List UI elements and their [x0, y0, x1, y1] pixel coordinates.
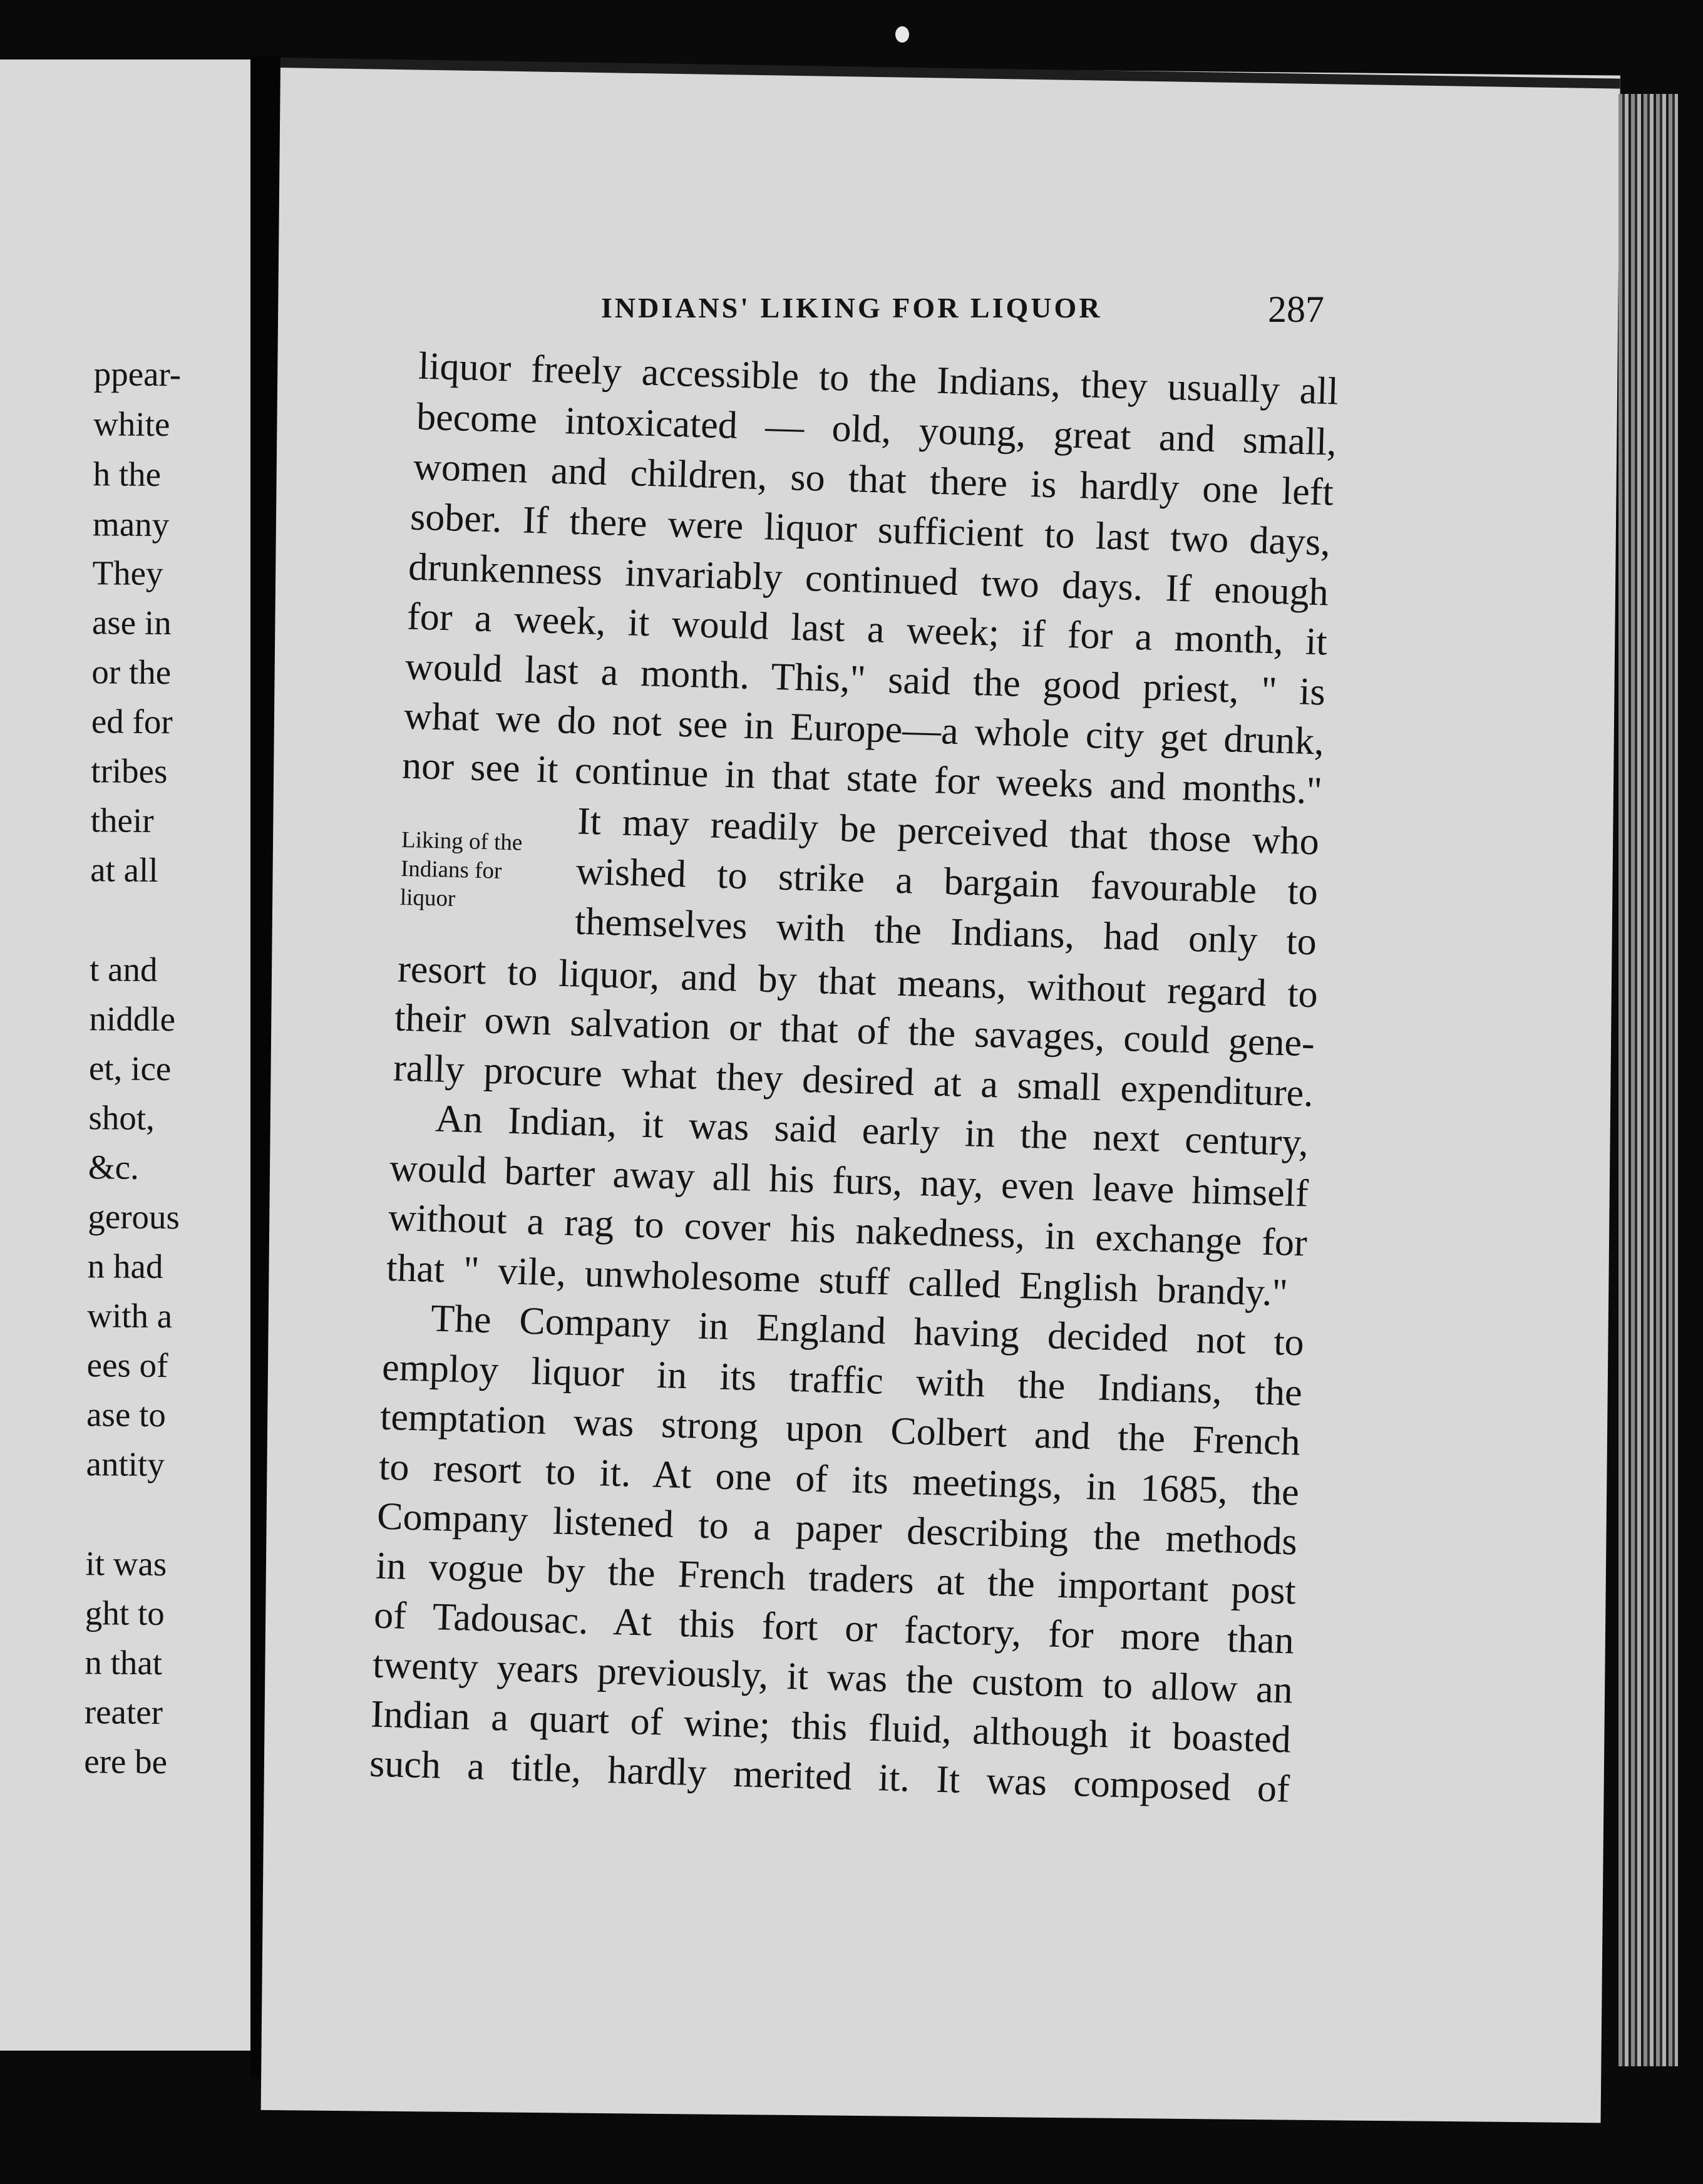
- left-line: &c.: [88, 1148, 140, 1187]
- text-line: their own salvation or that of the savages, could gene-: [394, 996, 1315, 1065]
- text-line: Indian a quart of wine; this fluid, although it boasted: [370, 1692, 1292, 1761]
- text-line: An Indian, it was said early in the next century,: [435, 1097, 1309, 1165]
- left-line: h the: [93, 455, 162, 494]
- text-line: employ liquor in its traffic with the Indians, the: [381, 1346, 1303, 1414]
- left-line: ght to: [85, 1594, 165, 1633]
- left-line: ees of: [86, 1346, 168, 1385]
- text-line: twenty years previously, it was the custom to allow an: [372, 1643, 1294, 1712]
- left-line: white: [93, 404, 170, 444]
- left-line: shot,: [88, 1098, 155, 1137]
- text-line: sober. If there were liquor sufficient to last two days,: [409, 495, 1331, 564]
- text-line: become intoxicated — old, young, great and small,: [416, 395, 1337, 464]
- text-line: in vogue by the French traders at the important post: [375, 1544, 1297, 1613]
- left-line: at all: [90, 850, 158, 889]
- left-line: niddle: [89, 999, 176, 1039]
- page-number: 287: [1268, 289, 1324, 330]
- text-line: that " vile, unwholesome stuff called English brandy.": [386, 1246, 1289, 1315]
- running-head: INDIANS' LIKING FOR LIQUOR: [601, 292, 1103, 324]
- text-line: to resort to it. At one of its meetings, in 1685, the: [378, 1445, 1300, 1514]
- left-line: reater: [84, 1692, 163, 1732]
- left-line: gerous: [88, 1197, 180, 1237]
- text-line: would barter away all his furs, nay, even leave himself: [389, 1146, 1309, 1215]
- text-line: temptation was strong upon Colbert and the French: [379, 1395, 1301, 1464]
- text-line: would last a month. This," said the good priest, " is: [404, 645, 1326, 714]
- margin-note-line: liquor: [399, 884, 456, 912]
- left-line: ed for: [91, 702, 173, 741]
- left-line: t and: [89, 950, 158, 989]
- left-line: ase to: [86, 1395, 167, 1435]
- text-line: without a rag to cover his nakedness, in exchange for: [388, 1196, 1308, 1265]
- text-line: It may readily be perceived that those who: [577, 800, 1320, 863]
- text-line: themselves with the Indians, had only to: [574, 900, 1317, 964]
- left-line: They: [92, 554, 163, 593]
- margin-note-line: Liking of the: [401, 827, 523, 856]
- text-line: nor see it continue in that state for weeks and months.": [401, 744, 1323, 813]
- left-line: with a: [87, 1296, 173, 1336]
- left-line: ase in: [91, 603, 172, 642]
- text-line: such a title, hardly merited it. It was composed of: [369, 1742, 1290, 1811]
- text-line: of Tadousac. At this fort or factory, for more than: [373, 1594, 1295, 1662]
- margin-note: [399, 826, 564, 916]
- left-line: it was: [85, 1544, 167, 1584]
- left-line: ere be: [84, 1742, 168, 1781]
- text-line: drunkenness invariably continued two days. If enough: [408, 545, 1329, 614]
- text-line: liquor freely accessible to the Indians, they usually all: [418, 344, 1339, 413]
- text-line: women and children, so that there is hardly one left: [413, 445, 1334, 514]
- left-line: their: [90, 801, 154, 840]
- left-line: ppear-: [93, 354, 182, 394]
- text-line: for a week, it would last a week; if for a month, it: [406, 595, 1328, 664]
- left-line: n that: [85, 1643, 163, 1682]
- text-line: Company listened to a paper describing the methods: [376, 1495, 1298, 1563]
- left-line: n had: [87, 1247, 163, 1286]
- text-line: what we do not see in Europe—a whole city get drunk,: [403, 694, 1325, 763]
- text-line: resort to liquor, and by that means, without regard to: [397, 947, 1319, 1016]
- left-line: tribes: [91, 751, 168, 791]
- text-line: wished to strike a bargain favourable to: [575, 850, 1319, 914]
- left-line: or the: [91, 652, 172, 692]
- text-line: The Company in England having decided not to: [430, 1297, 1305, 1364]
- left-line: antity: [86, 1445, 165, 1484]
- left-line: many: [92, 505, 170, 544]
- margin-note-line: Indians for: [400, 855, 502, 884]
- left-line: et, ice: [88, 1049, 172, 1088]
- text-line: rally procure what they desired at a small expenditure.: [393, 1046, 1314, 1115]
